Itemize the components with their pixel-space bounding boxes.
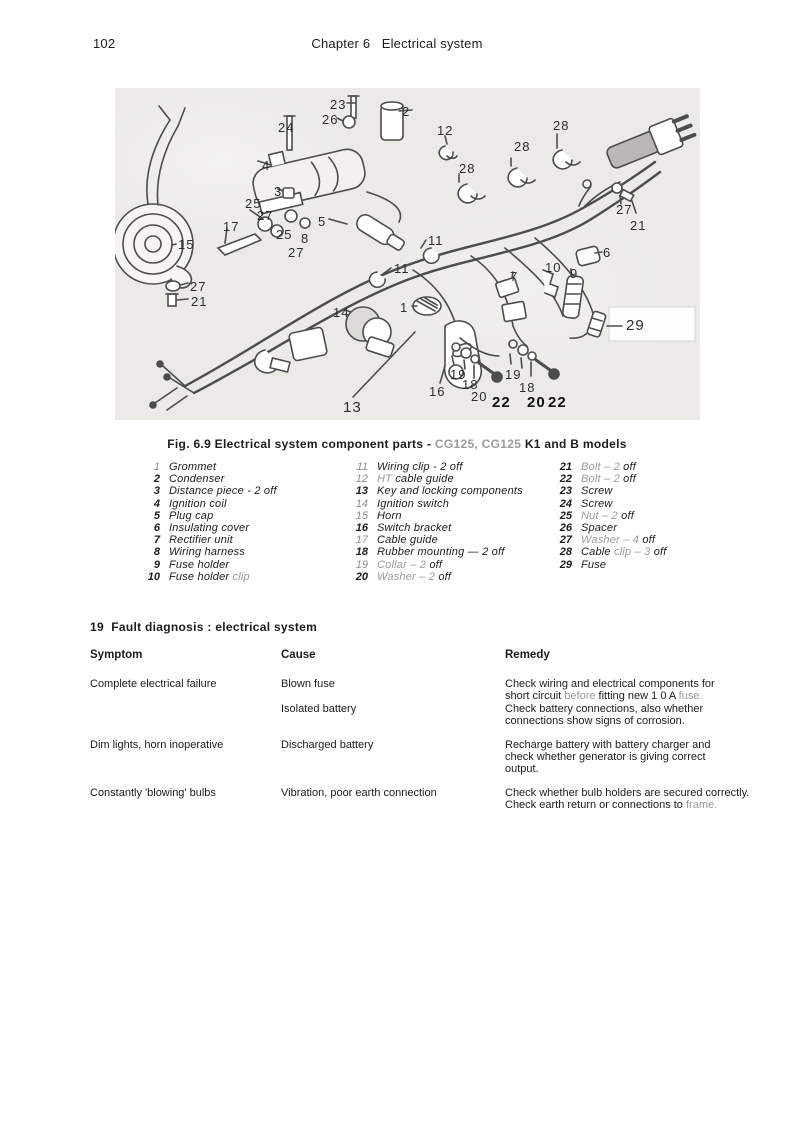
text-segment: before [564,690,596,703]
part-callout-6: 6 [603,245,612,260]
part-name [377,546,505,558]
part-name [377,485,523,497]
part-callout-28: 28 [514,139,531,154]
part-number: 28 [559,546,572,559]
part-callout-24: 24 [278,120,295,135]
chapter-title: Chapter 6 Electrical system [311,36,483,51]
part-number: 3 [153,485,160,498]
parts-list-column [140,461,355,583]
part-number: 29 [559,558,572,571]
text-segment: Screw [581,497,613,510]
parts-list-item [348,485,558,497]
parts-list-item [140,534,355,546]
text-segment: Distance piece - 2 off [169,485,277,498]
parts-list-item [140,571,355,583]
part-callout-11: 11 [394,261,410,276]
parts-list-item [348,571,558,583]
part-callout-21: 21 [630,218,647,233]
parts-list-item [552,461,737,473]
part-name [169,559,229,571]
part-number: 11 [356,461,368,473]
fault-table-body [90,678,750,812]
fault-row [90,739,742,776]
text-segment: Cable guide [377,534,438,547]
text-segment: Wiring harness [169,546,246,559]
part-callout-17: 17 [223,219,240,234]
part-callout-23: 23 [330,97,347,112]
part-name [377,522,451,534]
fault-cause-cell [281,739,505,776]
part-name [377,498,449,510]
parts-list-column [552,461,737,571]
text-segment: check whether generator is giving correct [505,751,706,764]
parts-list-item [348,534,558,546]
text-segment: Rectifier unit [169,534,233,547]
text-segment: off [438,570,452,583]
fault-remedy-line [505,715,742,727]
part-callout-14: 14 [333,305,350,320]
text-segment: HT [377,473,393,486]
text-segment: cable guide [392,473,454,486]
text-segment: Fuse holder [169,570,233,583]
part-name [169,510,213,522]
fault-symptom: Complete electrical failure [90,678,217,690]
part-callout-27: 27 [288,245,305,260]
text-segment: Check earth return or connections to [505,799,686,812]
text-segment: connections show signs of corrosion. [505,715,685,728]
part-name [377,571,451,583]
part-number: 21 [559,461,572,473]
part-number: 1 [153,461,160,473]
part-callout-1: 1 [400,300,409,315]
fault-row [90,678,742,728]
part-callout-18: 18 [462,377,479,392]
part-name [377,534,438,546]
part-callout-18: 18 [519,380,536,395]
part-number: 18 [355,546,368,559]
text-segment: off [623,473,637,486]
text-segment: fitting new 1 0 A [595,690,679,703]
part-name [169,485,277,497]
text-segment: Key and locking components [377,485,523,498]
part-callout-28: 28 [459,161,476,176]
part-name [169,546,245,558]
fault-cause-cell [281,787,505,812]
fault-cause: Isolated battery [281,702,357,715]
parts-list-item [140,473,355,485]
part-callout-29: 29 [626,317,645,334]
text-segment: off [653,546,667,559]
part-number: 16 [355,522,368,535]
text-segment: Check whether bulb holders are secured correctly. [505,786,750,799]
parts-list-item [348,522,558,534]
text-segment: Plug cap [169,509,214,522]
text-segment: off [623,461,637,473]
parts-list-item [140,559,355,571]
part-callout-19: 19 [450,367,467,382]
part-callout-5: 5 [318,214,327,229]
parts-list-item [552,485,737,497]
fault-remedy-line [505,763,742,775]
fault-remedy-line [505,799,742,811]
text-segment: Condenser [169,473,225,486]
part-name [377,461,463,473]
parts-list-column [348,461,558,583]
text-segment: Washer – 4 [581,534,643,547]
text-segment: Nut – 2 [581,509,622,522]
part-callout-10: 10 [545,260,562,275]
text-segment: Switch bracket [377,522,452,535]
text-segment: Spacer [581,522,618,535]
part-number: 2 [153,473,160,486]
part-name [169,522,249,534]
parts-list-item [552,522,737,534]
fault-remedy-cell [505,786,750,812]
part-callout-13: 13 [343,399,362,416]
part-number: 27 [559,534,572,547]
part-number: 23 [559,485,572,498]
part-callout-20: 20 [527,394,546,411]
part-name [581,510,634,522]
fault-symptom: Dim lights, horn inoperative [90,738,224,751]
part-name [581,534,655,546]
part-callout-2: 2 [402,104,411,119]
text-segment: Rubber mounting — 2 off [377,546,505,559]
part-number: 6 [153,522,160,535]
part-callout-27: 27 [257,208,274,223]
part-number: 25 [559,509,572,522]
text-segment: Collar – 2 [377,558,430,571]
part-number: 4 [153,497,160,510]
column-header-remedy: Remedy [505,649,550,661]
part-name [581,485,613,497]
part-name [581,461,636,473]
part-callout-27: 27 [616,202,633,217]
part-name [377,473,454,485]
part-name [169,473,225,485]
part-name [169,571,250,583]
part-callout-25: 25 [245,196,262,211]
fault-cause: Blown fuse [281,678,335,690]
part-callout-8: 8 [301,231,310,246]
figure-6-9-diagram [115,88,700,420]
column-header-symptom: Symptom [90,649,143,661]
part-name [581,522,617,534]
text-segment: Insulating cover [169,522,250,535]
part-name [581,546,667,558]
fault-cause: Vibration, poor earth connection [281,786,437,799]
part-name [581,498,613,510]
part-number: 20 [355,570,368,583]
part-number: 19 [355,558,368,571]
text-segment: clip – 3 [614,546,654,559]
part-callout-9: 9 [570,266,579,281]
part-callout-19: 19 [505,367,522,382]
text-segment: Fuse [581,558,607,571]
part-callout-15: 15 [178,237,195,252]
part-callout-25: 25 [276,227,293,242]
parts-list-item [140,485,355,497]
part-number: 17 [355,534,368,547]
part-callout-4: 4 [262,158,271,173]
text-segment: Cable [581,546,614,559]
parts-list-item [552,546,737,558]
part-number: 14 [355,497,368,510]
part-callout-21: 21 [191,294,208,309]
fault-table-header [90,649,742,661]
parts-list-item [552,498,737,510]
part-callout-16: 16 [429,384,446,399]
text-segment: frame. [685,799,718,812]
part-name [377,510,402,522]
part-number: 24 [559,497,572,510]
text-segment: Fuse holder [169,558,230,571]
text-segment: output. [505,763,539,776]
parts-list-item [552,510,737,522]
part-number: 8 [153,546,160,559]
text-segment: Check battery connections, also whether [505,702,704,715]
part-callout-7: 7 [510,269,519,284]
part-callout-11: 11 [428,233,444,248]
figure-caption-suffix: K1 and B models [521,437,627,451]
part-callout-28: 28 [553,118,570,133]
parts-list-item [140,522,355,534]
parts-list-item [348,559,558,571]
text-segment: Horn [377,509,402,522]
parts-list-item [552,473,737,485]
part-name [581,559,606,571]
part-number: 12 [355,473,368,486]
figure-caption-prefix: Fig. 6.9 Electrical system component parts - [167,437,435,451]
parts-list-item [140,461,355,473]
parts-list-item [140,546,355,558]
parts-list-item [348,498,558,510]
fault-remedy-line [505,678,742,690]
part-name [169,461,216,473]
exploded-parts-sketch [115,88,700,420]
part-callout-22: 22 [492,394,511,411]
part-number: 15 [355,509,368,522]
part-number: 26 [559,522,572,535]
text-segment: off [642,534,656,547]
text-segment: off [429,558,443,571]
text-segment: Recharge battery with battery charger and [505,738,711,751]
part-callout-20: 20 [471,389,488,404]
parts-list-item [348,546,558,558]
part-number: 9 [153,558,160,571]
parts-list-item [348,461,558,473]
fault-row [90,786,750,812]
fault-section-title: 19 Fault diagnosis : electrical system [90,620,318,634]
fault-remedy-line [505,690,742,702]
part-name [169,534,233,546]
parts-list-item [348,473,558,485]
part-number: 7 [153,534,160,547]
part-callout-26: 26 [322,112,339,127]
part-number: 10 [147,570,160,583]
text-segment: Screw [581,485,613,498]
fault-cause: Discharged battery [281,738,374,751]
fault-remedy-cell [505,739,742,776]
part-number: 13 [355,485,368,498]
fault-symptom: Constantly 'blowing' bulbs [90,786,216,799]
page-number: 102 [93,36,116,51]
text-segment: off [621,509,634,522]
text-segment: Grommet [169,461,217,473]
parts-list-item [140,498,355,510]
fault-remedy-cell [505,678,742,728]
text-segment: Check wiring and electrical components for [505,678,715,690]
text-segment: short circuit [505,690,565,703]
parts-list-item [552,534,737,546]
part-number: 22 [559,473,572,486]
text-segment: fuse. [678,690,703,703]
text-segment: clip [232,570,250,583]
text-segment: Wiring clip - 2 off [377,461,463,473]
figure-caption-models: CG125, CG125 [434,437,522,451]
part-name [377,559,442,571]
part-callout-12: 12 [437,123,454,138]
fault-remedy-line [505,703,742,715]
fault-remedy-line [505,739,742,751]
text-segment: Ignition switch [377,497,450,510]
fault-cause-cell [281,678,505,728]
part-callout-22: 22 [548,394,567,411]
text-segment: Ignition coil [169,497,227,510]
part-name [169,498,227,510]
text-segment: Bolt – 2 [581,473,624,486]
parts-list-item [348,510,558,522]
text-segment: Bolt – 2 [581,461,624,473]
part-name [581,473,636,485]
column-header-cause: Cause [281,649,316,661]
part-number: 5 [153,509,160,522]
parts-list-item [552,559,737,571]
figure-caption [60,437,734,451]
fault-diagnosis-table [90,649,750,823]
fault-remedy-line [505,786,750,799]
fault-remedy-line [505,751,742,763]
part-callout-3: 3 [274,184,283,199]
text-segment: Washer – 2 [377,570,439,583]
part-callout-27: 27 [190,279,207,294]
parts-list-item [140,510,355,522]
